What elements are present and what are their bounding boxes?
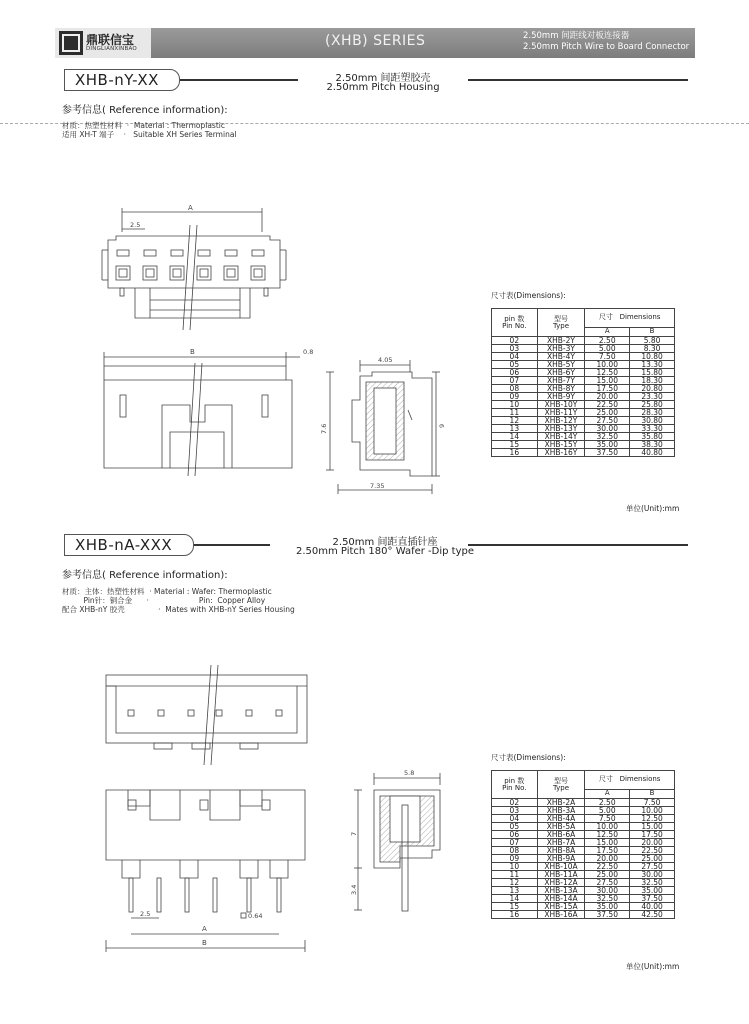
table1-cell: 33.30 (630, 425, 675, 433)
section1-material: 材质：热塑性材料 · Material : Thermoplastic (62, 121, 225, 130)
table2-cell: 27.50 (585, 879, 630, 887)
table2-cell: 02 (492, 799, 538, 807)
table1-cell: 25.00 (585, 409, 630, 417)
table1-cell: 22.50 (585, 401, 630, 409)
table2-cell: XHB-11A (537, 871, 585, 879)
section2-tag: XHB-nA-XXX (64, 534, 194, 556)
table2-cell: 03 (492, 807, 538, 815)
table2-cell: 15 (492, 903, 538, 911)
table1-cell: 15 (492, 441, 538, 449)
table2-cell: 27.50 (630, 863, 675, 871)
table1-cell: 04 (492, 353, 538, 361)
table2-col-dimensions: 尺寸 Dimensions (585, 771, 675, 790)
dim-7: 7 (350, 831, 358, 836)
table2-cell: 17.50 (630, 831, 675, 839)
table1-cell: 05 (492, 361, 538, 369)
table2-cell: 15.00 (585, 839, 630, 847)
table1-col-pin: pin 数 Pin No. (492, 309, 538, 337)
table2-col-type: 型号 Type (537, 771, 585, 799)
section1-subtitle-cn: 2.50mm 间距塑胶壳 (335, 73, 431, 84)
section2-reference-heading: 参考信息( Reference information): (62, 570, 228, 581)
section1-suitable: 适用 XH-T 端子 · Suitable XH Series Terminal (62, 130, 237, 139)
table1-cell: XHB-13Y (537, 425, 585, 433)
table1-cell: 13 (492, 425, 538, 433)
dim-b-wafer: B (202, 939, 207, 947)
table1-cell: XHB-5Y (537, 361, 585, 369)
table1-row (492, 449, 675, 457)
table1-cell: 11 (492, 409, 538, 417)
table1-cell: 5.80 (630, 337, 675, 345)
dim-34: 3.4 (350, 884, 358, 895)
table1-col-a: A (585, 327, 630, 336)
table2-cell: 32.50 (585, 895, 630, 903)
table1-cell: XHB-7Y (537, 377, 585, 385)
table2-cell: 06 (492, 831, 538, 839)
table1-cell: XHB-11Y (537, 409, 585, 417)
table2-cell: XHB-3A (537, 807, 585, 815)
table1-cell: XHB-15Y (537, 441, 585, 449)
header-subtitle-cn: 2.50mm 间距线对板连接器 (523, 31, 630, 41)
dimension-table-housing (491, 308, 675, 457)
table2-cell: 08 (492, 847, 538, 855)
wafer-front-view (106, 790, 305, 952)
table1-cell: 10 (492, 401, 538, 409)
header-subtitle-en: 2.50mm Pitch Wire to Board Connector (523, 42, 690, 52)
table2-cell: 15.00 (630, 823, 675, 831)
table1-cell: XHB-6Y (537, 369, 585, 377)
table1-cell: 10.80 (630, 353, 675, 361)
table1-cell: 02 (492, 337, 538, 345)
dim-58: 5.8 (404, 769, 415, 777)
table2-col-b: B (630, 789, 675, 798)
section2-material-1: 材质：主体：热塑性材料 · Material : Wafer: Thermoplastic (62, 587, 272, 596)
table1-cell: 35.00 (585, 441, 630, 449)
table2-cell: 14 (492, 895, 538, 903)
dim-b-front: B (190, 348, 195, 356)
table2-col-a: A (585, 789, 630, 798)
table2-cell: 35.00 (585, 903, 630, 911)
table2-cell: 12 (492, 879, 538, 887)
table1-cell: 32.50 (585, 433, 630, 441)
table1-cell: XHB-4Y (537, 353, 585, 361)
table1-cell: 7.50 (585, 353, 630, 361)
table2-cell: 42.50 (630, 911, 675, 919)
table1-cell: 35.80 (630, 433, 675, 441)
table1-cell: XHB-8Y (537, 385, 585, 393)
wafer-top-view (106, 665, 307, 765)
table2-cell: 10 (492, 863, 538, 871)
table2-cell: 40.00 (630, 903, 675, 911)
table2-cell: 12.50 (630, 815, 675, 823)
table1-cell: XHB-12Y (537, 417, 585, 425)
table2-cell: XHB-10A (537, 863, 585, 871)
table2-cell: 32.50 (630, 879, 675, 887)
table1-cell: 20.80 (630, 385, 675, 393)
dim-a-wafer: A (202, 925, 207, 933)
wafer-side-view (350, 769, 440, 911)
section2-mates: 配合 XHB-nY 胶壳 · Mates with XHB-nY Series Housing (62, 605, 295, 614)
table1-caption: 尺寸表(Dimensions): (491, 291, 566, 300)
table2-cell: 30.00 (630, 871, 675, 879)
table1-col-type: 型号 Type (537, 309, 585, 337)
table2-cell: XHB-15A (537, 903, 585, 911)
table1-cell: 08 (492, 385, 538, 393)
table1-cell: 06 (492, 369, 538, 377)
logo-en: DINGLIANXINBAO (86, 46, 137, 52)
section2-subtitle-cn: 2.50mm 间距直插针座 (332, 537, 438, 548)
table1-cell: 18.30 (630, 377, 675, 385)
table1-cell: XHB-9Y (537, 393, 585, 401)
table1-cell: 03 (492, 345, 538, 353)
series-title: (XHB) SERIES (325, 33, 426, 49)
table1-cell: 37.50 (585, 449, 630, 457)
section2-material-2: Pin针：铜合金 · Pin: Copper Alloy (62, 596, 266, 605)
table1-unit: 单位(Unit):mm (626, 504, 680, 513)
table2-cell: XHB-8A (537, 847, 585, 855)
table1-cell: 27.50 (585, 417, 630, 425)
dim-a-top: A (188, 204, 193, 212)
table2-cell: 2.50 (585, 799, 630, 807)
table2-unit: 单位(Unit):mm (626, 962, 680, 971)
table1-cell: 09 (492, 393, 538, 401)
table1-cell: XHB-14Y (537, 433, 585, 441)
table2-caption: 尺寸表(Dimensions): (491, 753, 566, 762)
table2-cell: 5.00 (585, 807, 630, 815)
table1-cell: 5.00 (585, 345, 630, 353)
table2-cell: XHB-6A (537, 831, 585, 839)
table1-cell: XHB-10Y (537, 401, 585, 409)
table1-cell: 30.80 (630, 417, 675, 425)
table2-cell: 35.00 (630, 887, 675, 895)
table1-cell: 28.30 (630, 409, 675, 417)
table1-cell: 2.50 (585, 337, 630, 345)
table1-cell: 10.00 (585, 361, 630, 369)
table1-cell: 15.80 (630, 369, 675, 377)
table1-col-b: B (630, 327, 675, 336)
housing-front-view (104, 348, 313, 476)
table2-cell: XHB-5A (537, 823, 585, 831)
table2-cell: 07 (492, 839, 538, 847)
table1-cell: 12 (492, 417, 538, 425)
table2-cell: 10.00 (585, 823, 630, 831)
table2-cell: XHB-4A (537, 815, 585, 823)
table2-cell: 22.50 (630, 847, 675, 855)
table1-cell: XHB-3Y (537, 345, 585, 353)
table2-cell: 04 (492, 815, 538, 823)
section1-reference-heading: 参考信息( Reference information): (62, 105, 228, 116)
section1-subtitle-en: 2.50mm Pitch Housing (326, 82, 440, 93)
table2-cell: 37.50 (585, 911, 630, 919)
table2-cell: XHB-16A (537, 911, 585, 919)
table2-cell: 12.50 (585, 831, 630, 839)
table2-cell: 20.00 (630, 839, 675, 847)
table1-col-dimensions: 尺寸 Dimensions (585, 309, 675, 328)
dim-405: 4.05 (378, 356, 393, 364)
table1-cell: 8.30 (630, 345, 675, 353)
table2-cell: 10.00 (630, 807, 675, 815)
table2-cell: 20.00 (585, 855, 630, 863)
table2-cell: 25.00 (630, 855, 675, 863)
table1-cell: 15.00 (585, 377, 630, 385)
table1-cell: 07 (492, 377, 538, 385)
logo-cn: 鼎联信宝 (86, 33, 135, 47)
dim-064: 0.64 (248, 912, 263, 920)
section1-tag: XHB-nY-XX (64, 69, 180, 91)
table1-cell: XHB-2Y (537, 337, 585, 345)
table2-cell: 22.50 (585, 863, 630, 871)
table2-cell: 7.50 (630, 799, 675, 807)
table2-cell: XHB-12A (537, 879, 585, 887)
table1-cell: 13.30 (630, 361, 675, 369)
table2-cell: 11 (492, 871, 538, 879)
table2-cell: 37.50 (630, 895, 675, 903)
housing-side-view (320, 356, 446, 494)
table2-cell: XHB-14A (537, 895, 585, 903)
table2-row (492, 911, 675, 919)
dim-pitch-wafer: 2.5 (140, 910, 151, 918)
dim-9: 9 (438, 423, 446, 428)
section2-subtitle-en: 2.50mm Pitch 180° Wafer -Dip type (295, 546, 474, 557)
table2-cell: XHB-7A (537, 839, 585, 847)
dimension-table-wafer (491, 770, 675, 919)
table1-cell: 40.80 (630, 449, 675, 457)
table2-cell: 25.00 (585, 871, 630, 879)
dim-76: 7.6 (320, 423, 328, 434)
table2-cell: 16 (492, 911, 538, 919)
table1-cell: 16 (492, 449, 538, 457)
dim-pitch-top: 2.5 (130, 221, 141, 229)
housing-top-view (102, 204, 286, 330)
table2-cell: XHB-9A (537, 855, 585, 863)
table2-cell: XHB-2A (537, 799, 585, 807)
table2-cell: 30.00 (585, 887, 630, 895)
table1-cell: 23.30 (630, 393, 675, 401)
table1-cell: 38.30 (630, 441, 675, 449)
table1-cell: 17.50 (585, 385, 630, 393)
table2-cell: 05 (492, 823, 538, 831)
table2-cell: 13 (492, 887, 538, 895)
table1-cell: XHB-16Y (537, 449, 585, 457)
table2-cell: 7.50 (585, 815, 630, 823)
table1-cell: 25.80 (630, 401, 675, 409)
table2-cell: XHB-13A (537, 887, 585, 895)
table1-cell: 12.50 (585, 369, 630, 377)
table1-cell: 14 (492, 433, 538, 441)
table1-cell: 30.00 (585, 425, 630, 433)
table2-cell: 09 (492, 855, 538, 863)
table2-cell: 17.50 (585, 847, 630, 855)
dim-08: 0.8 (303, 348, 314, 356)
table1-cell: 20.00 (585, 393, 630, 401)
dim-735: 7.35 (370, 482, 385, 490)
table2-col-pin: pin 数 Pin No. (492, 771, 538, 799)
